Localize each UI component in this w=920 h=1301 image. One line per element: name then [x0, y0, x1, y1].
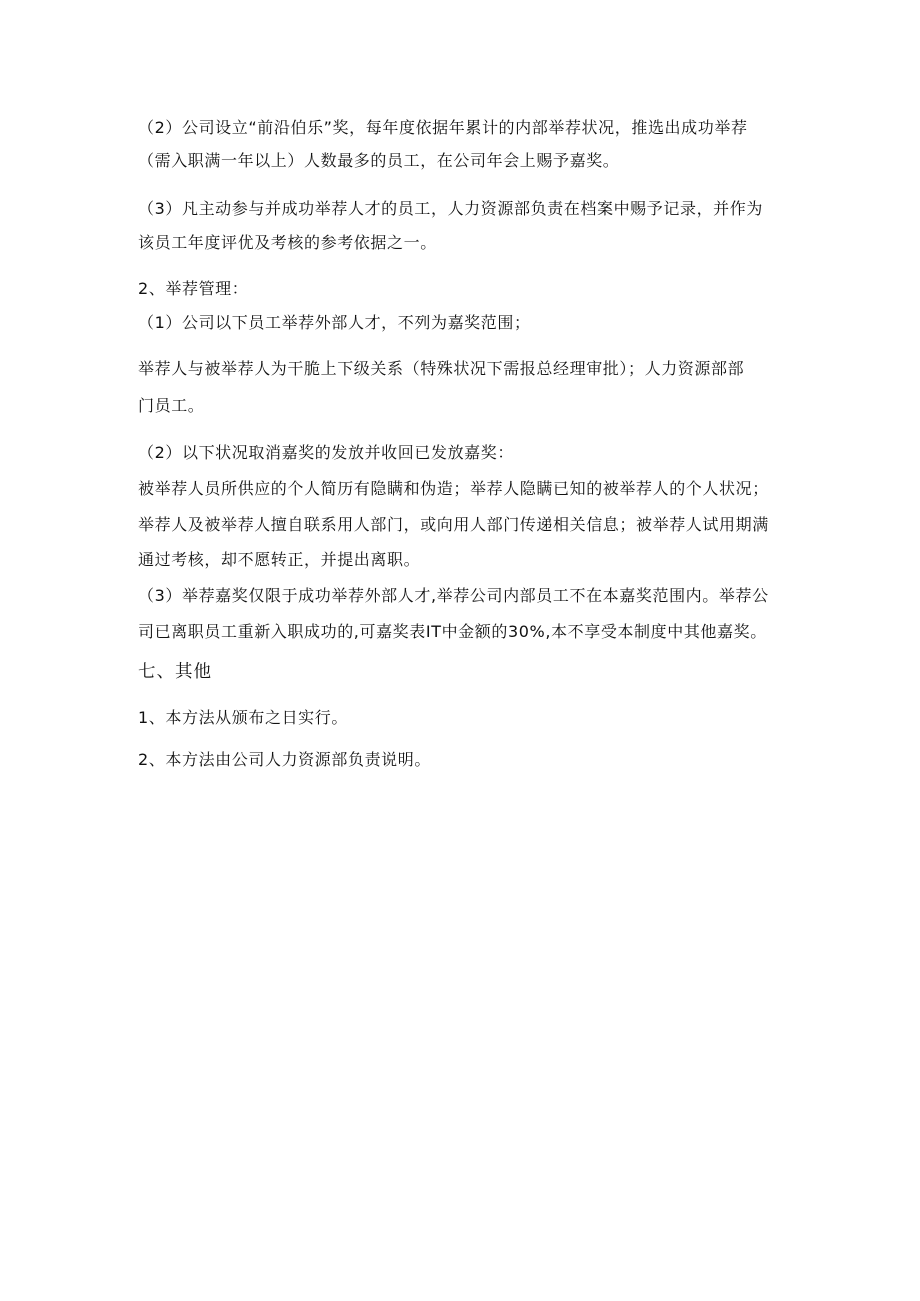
paragraph-line: 2、本方法由公司人力资源部负责说明。	[138, 750, 431, 769]
paragraph-line: 司已离职员工重新入职成功的,可嘉奖表IT中金额的30%,本不享受本制度中其他嘉奖。	[138, 622, 767, 641]
paragraph-line: 通过考核，却不愿转正，并提出离职。	[138, 550, 421, 569]
section-subheading: 2、举荐管理：	[138, 279, 249, 298]
paragraph-line: 门员工。	[138, 396, 205, 415]
paragraph-line: （3）凡主动参与并成功举荐人才的员工，人力资源部负责在档案中赐予记录，并作为	[138, 199, 763, 218]
paragraph-line: （2）以下状况取消嘉奖的发放并收回已发放嘉奖：	[138, 443, 514, 462]
paragraph-line: 举荐人及被举荐人擅自联系用人部门，或向用人部门传递相关信息；被举荐人试用期满	[138, 515, 769, 534]
paragraph-line: （2）公司设立“前沿伯乐”奖，每年度依据年累计的内部举荐状况，推选出成功举荐	[138, 118, 748, 137]
paragraph-line: （3）举荐嘉奖仅限于成功举荐外部人才,举荐公司内部员工不在本嘉奖范围内。举荐公	[138, 586, 769, 605]
paragraph-line: （1）公司以下员工举荐外部人才，不列为嘉奖范围；	[138, 313, 531, 332]
section-heading: 七、其他	[138, 662, 212, 682]
paragraph-line: 1、本方法从颁布之日实行。	[138, 708, 348, 727]
paragraph-line: 被举荐人员所供应的个人简历有隐瞒和伪造；举荐人隐瞒已知的被举荐人的个人状况；	[138, 479, 769, 498]
paragraph-line: 该员工年度评优及考核的参考依据之一。	[138, 233, 437, 252]
paragraph-line: （需入职满一年以上）人数最多的员工，在公司年会上赐予嘉奖。	[138, 151, 620, 170]
paragraph-line: 举荐人与被举荐人为干脆上下级关系（特殊状况下需报总经理审批）；人力资源部部	[138, 359, 745, 378]
